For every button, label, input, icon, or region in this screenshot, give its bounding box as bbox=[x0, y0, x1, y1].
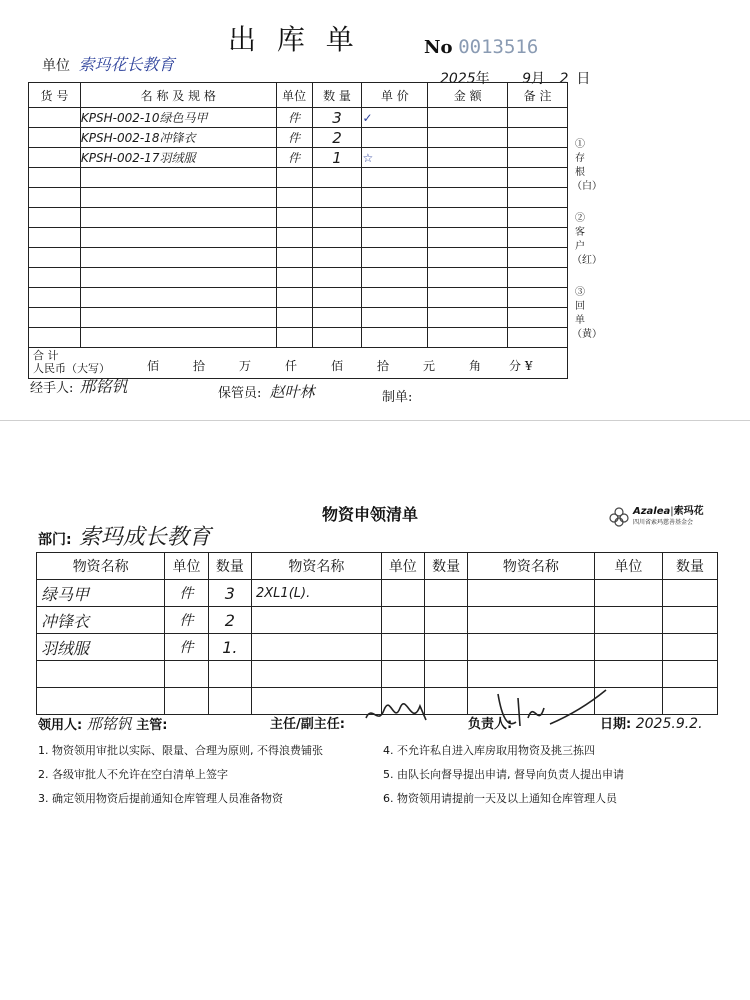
item-qty: 3 bbox=[312, 108, 362, 128]
table-row bbox=[29, 268, 568, 288]
item-qty: 3 bbox=[208, 580, 251, 607]
item-unit: 件 bbox=[165, 607, 208, 634]
date-month-suffix: 月 bbox=[531, 71, 546, 87]
table-row bbox=[29, 188, 568, 208]
handler-line bbox=[30, 374, 128, 397]
note-item: 1. 物资领用审批以实际、限量、合理为原则, 不得浪费铺张 bbox=[38, 744, 323, 757]
item-note bbox=[252, 634, 382, 661]
col-header: 单位 bbox=[594, 553, 662, 580]
table-row bbox=[29, 228, 568, 248]
table-row bbox=[29, 288, 568, 308]
supervisor-label: 主管: bbox=[136, 718, 168, 733]
slip-title: 出 库 单 bbox=[228, 23, 360, 56]
note-item: 3. 确定领用物资后提前通知仓库管理人员准备物资 bbox=[38, 792, 283, 805]
item-name: KPSH-002-10绿色马甲 bbox=[80, 108, 276, 128]
col-header: 货 号 bbox=[29, 83, 81, 108]
form-title: 物资申领清单 bbox=[322, 505, 419, 524]
item-unit: 件 bbox=[276, 108, 312, 128]
item-name: 冲锋衣 bbox=[37, 607, 165, 634]
table-row bbox=[29, 168, 568, 188]
logo-en: Azalea bbox=[633, 506, 671, 517]
logo-sub: 四川省索玛慈善基金会 bbox=[633, 519, 694, 526]
date-value: 2025.9.2. bbox=[635, 716, 703, 732]
col-header: 备 注 bbox=[508, 83, 568, 108]
handler-label: 经手人: bbox=[30, 381, 74, 396]
col-header: 数 量 bbox=[312, 83, 362, 108]
keeper-signature: 赵叶林 bbox=[269, 383, 315, 401]
notes bbox=[38, 738, 718, 810]
date-year-suffix: 年 bbox=[475, 71, 490, 87]
keeper-label: 保管员: bbox=[218, 386, 262, 401]
table-row bbox=[29, 128, 568, 148]
amount-unit: 角 bbox=[469, 359, 482, 373]
date-year: 2025 bbox=[440, 71, 476, 87]
item-qty: 2 bbox=[312, 128, 362, 148]
unit-line bbox=[42, 52, 174, 75]
note-item: 2. 各级审批人不允许在空白清单上签字 bbox=[38, 768, 228, 781]
unit-value: 索玛花长教育 bbox=[78, 55, 175, 74]
keeper-line bbox=[218, 381, 315, 402]
note-item: 4. 不允许私自进入库房取用物资及挑三拣四 bbox=[383, 744, 595, 757]
copy-note-yellow: ③回单（黄） bbox=[572, 287, 602, 340]
item-note bbox=[252, 607, 382, 634]
item-name: KPSH-002-18冲锋衣 bbox=[80, 128, 276, 148]
item-name: 绿马甲 bbox=[37, 580, 165, 607]
handler-signature: 邢铭钒 bbox=[79, 377, 128, 396]
item-unit: 件 bbox=[165, 634, 208, 661]
copy-note-white: ①存根（白） bbox=[572, 139, 602, 192]
date-label: 日期: bbox=[600, 717, 632, 732]
dept-line bbox=[38, 520, 211, 551]
item-unit: 件 bbox=[276, 128, 312, 148]
applicant-line bbox=[38, 713, 167, 734]
check-mark-icon: ✓ bbox=[362, 110, 373, 125]
outbound-slip bbox=[0, 0, 750, 420]
table-row bbox=[37, 661, 718, 688]
item-unit: 件 bbox=[165, 580, 208, 607]
item-name: KPSH-002-17羽绒服 bbox=[80, 148, 276, 168]
logo-cn: 索玛花 bbox=[673, 506, 704, 517]
dept-value: 索玛成长教育 bbox=[78, 525, 211, 550]
date-day: 2 bbox=[559, 71, 569, 87]
table-row bbox=[37, 580, 718, 607]
copy-note-red: ②客户（红） bbox=[572, 213, 602, 266]
table-row bbox=[29, 148, 568, 168]
director-signature-icon bbox=[362, 700, 432, 732]
amount-unit: 分 ¥ bbox=[509, 359, 533, 373]
col-header: 名 称 及 规 格 bbox=[80, 83, 276, 108]
table-row bbox=[37, 634, 718, 661]
responsible-signature-icon bbox=[494, 688, 614, 732]
col-header: 数量 bbox=[424, 553, 467, 580]
amount-unit: 拾 bbox=[377, 359, 390, 373]
col-header: 单位 bbox=[165, 553, 208, 580]
amount-unit: 万 bbox=[239, 359, 252, 373]
item-qty: 1 bbox=[312, 148, 362, 168]
table-row bbox=[29, 308, 568, 328]
amount-unit: 拾 bbox=[193, 359, 206, 373]
amount-units bbox=[147, 357, 549, 374]
col-header: 单位 bbox=[381, 553, 424, 580]
table-row bbox=[29, 108, 568, 128]
col-header: 物资名称 bbox=[468, 553, 594, 580]
unit-label: 单位 bbox=[42, 58, 70, 74]
amount-unit: 元 bbox=[423, 359, 436, 373]
col-header: 物资名称 bbox=[252, 553, 382, 580]
azalea-logo: Azalea|索玛花 四川省索玛慈善基金会 bbox=[608, 506, 704, 528]
slip-number-label: No bbox=[424, 37, 453, 58]
total-label: 合 计 bbox=[33, 349, 59, 362]
flower-icon bbox=[608, 506, 630, 528]
director-label: 主任/副主任: bbox=[270, 717, 345, 732]
applicant-label: 领用人: bbox=[38, 718, 83, 733]
rmb-label: 人民币（大写） bbox=[33, 362, 110, 375]
slip-number bbox=[424, 36, 538, 58]
amount-unit: 佰 bbox=[331, 359, 344, 373]
star-mark-icon: ☆ bbox=[362, 150, 374, 165]
item-qty: 1. bbox=[208, 634, 251, 661]
note-item: 5. 由队长向督导提出申请, 督导向负责人提出申请 bbox=[383, 768, 624, 781]
requisition-table bbox=[36, 552, 718, 715]
date-day-suffix: 日 bbox=[576, 71, 591, 87]
table-row bbox=[29, 328, 568, 348]
item-qty: 2 bbox=[208, 607, 251, 634]
table-row bbox=[37, 607, 718, 634]
amount-unit: 仟 bbox=[285, 359, 298, 373]
amount-unit: 佰 bbox=[147, 359, 160, 373]
outbound-header-row bbox=[29, 83, 568, 108]
col-header: 数量 bbox=[208, 553, 251, 580]
col-header: 单 价 bbox=[362, 83, 428, 108]
item-note: 2XL1(L). bbox=[252, 580, 382, 607]
col-header: 物资名称 bbox=[37, 553, 165, 580]
table-row bbox=[29, 248, 568, 268]
slip-number-value: 0013516 bbox=[458, 36, 539, 58]
responsible-label: 负责人: bbox=[468, 717, 513, 732]
item-unit: 件 bbox=[276, 148, 312, 168]
requisition-form bbox=[0, 430, 750, 1000]
col-header: 单位 bbox=[276, 83, 312, 108]
maker-label: 制单: bbox=[382, 390, 413, 405]
date-line bbox=[600, 713, 703, 732]
col-header: 数量 bbox=[663, 553, 718, 580]
date-month: 9 bbox=[522, 71, 532, 87]
applicant-signature: 邢铭钒 bbox=[86, 715, 132, 733]
dept-label: 部门: bbox=[38, 532, 72, 548]
item-name: 羽绒服 bbox=[37, 634, 165, 661]
table-row bbox=[29, 208, 568, 228]
outbound-table bbox=[28, 82, 568, 379]
note-item: 6. 物资领用请提前一天及以上通知仓库管理人员 bbox=[383, 792, 617, 805]
col-header: 金 额 bbox=[428, 83, 508, 108]
requisition-header-row bbox=[37, 553, 718, 580]
paper-edge bbox=[0, 420, 750, 421]
